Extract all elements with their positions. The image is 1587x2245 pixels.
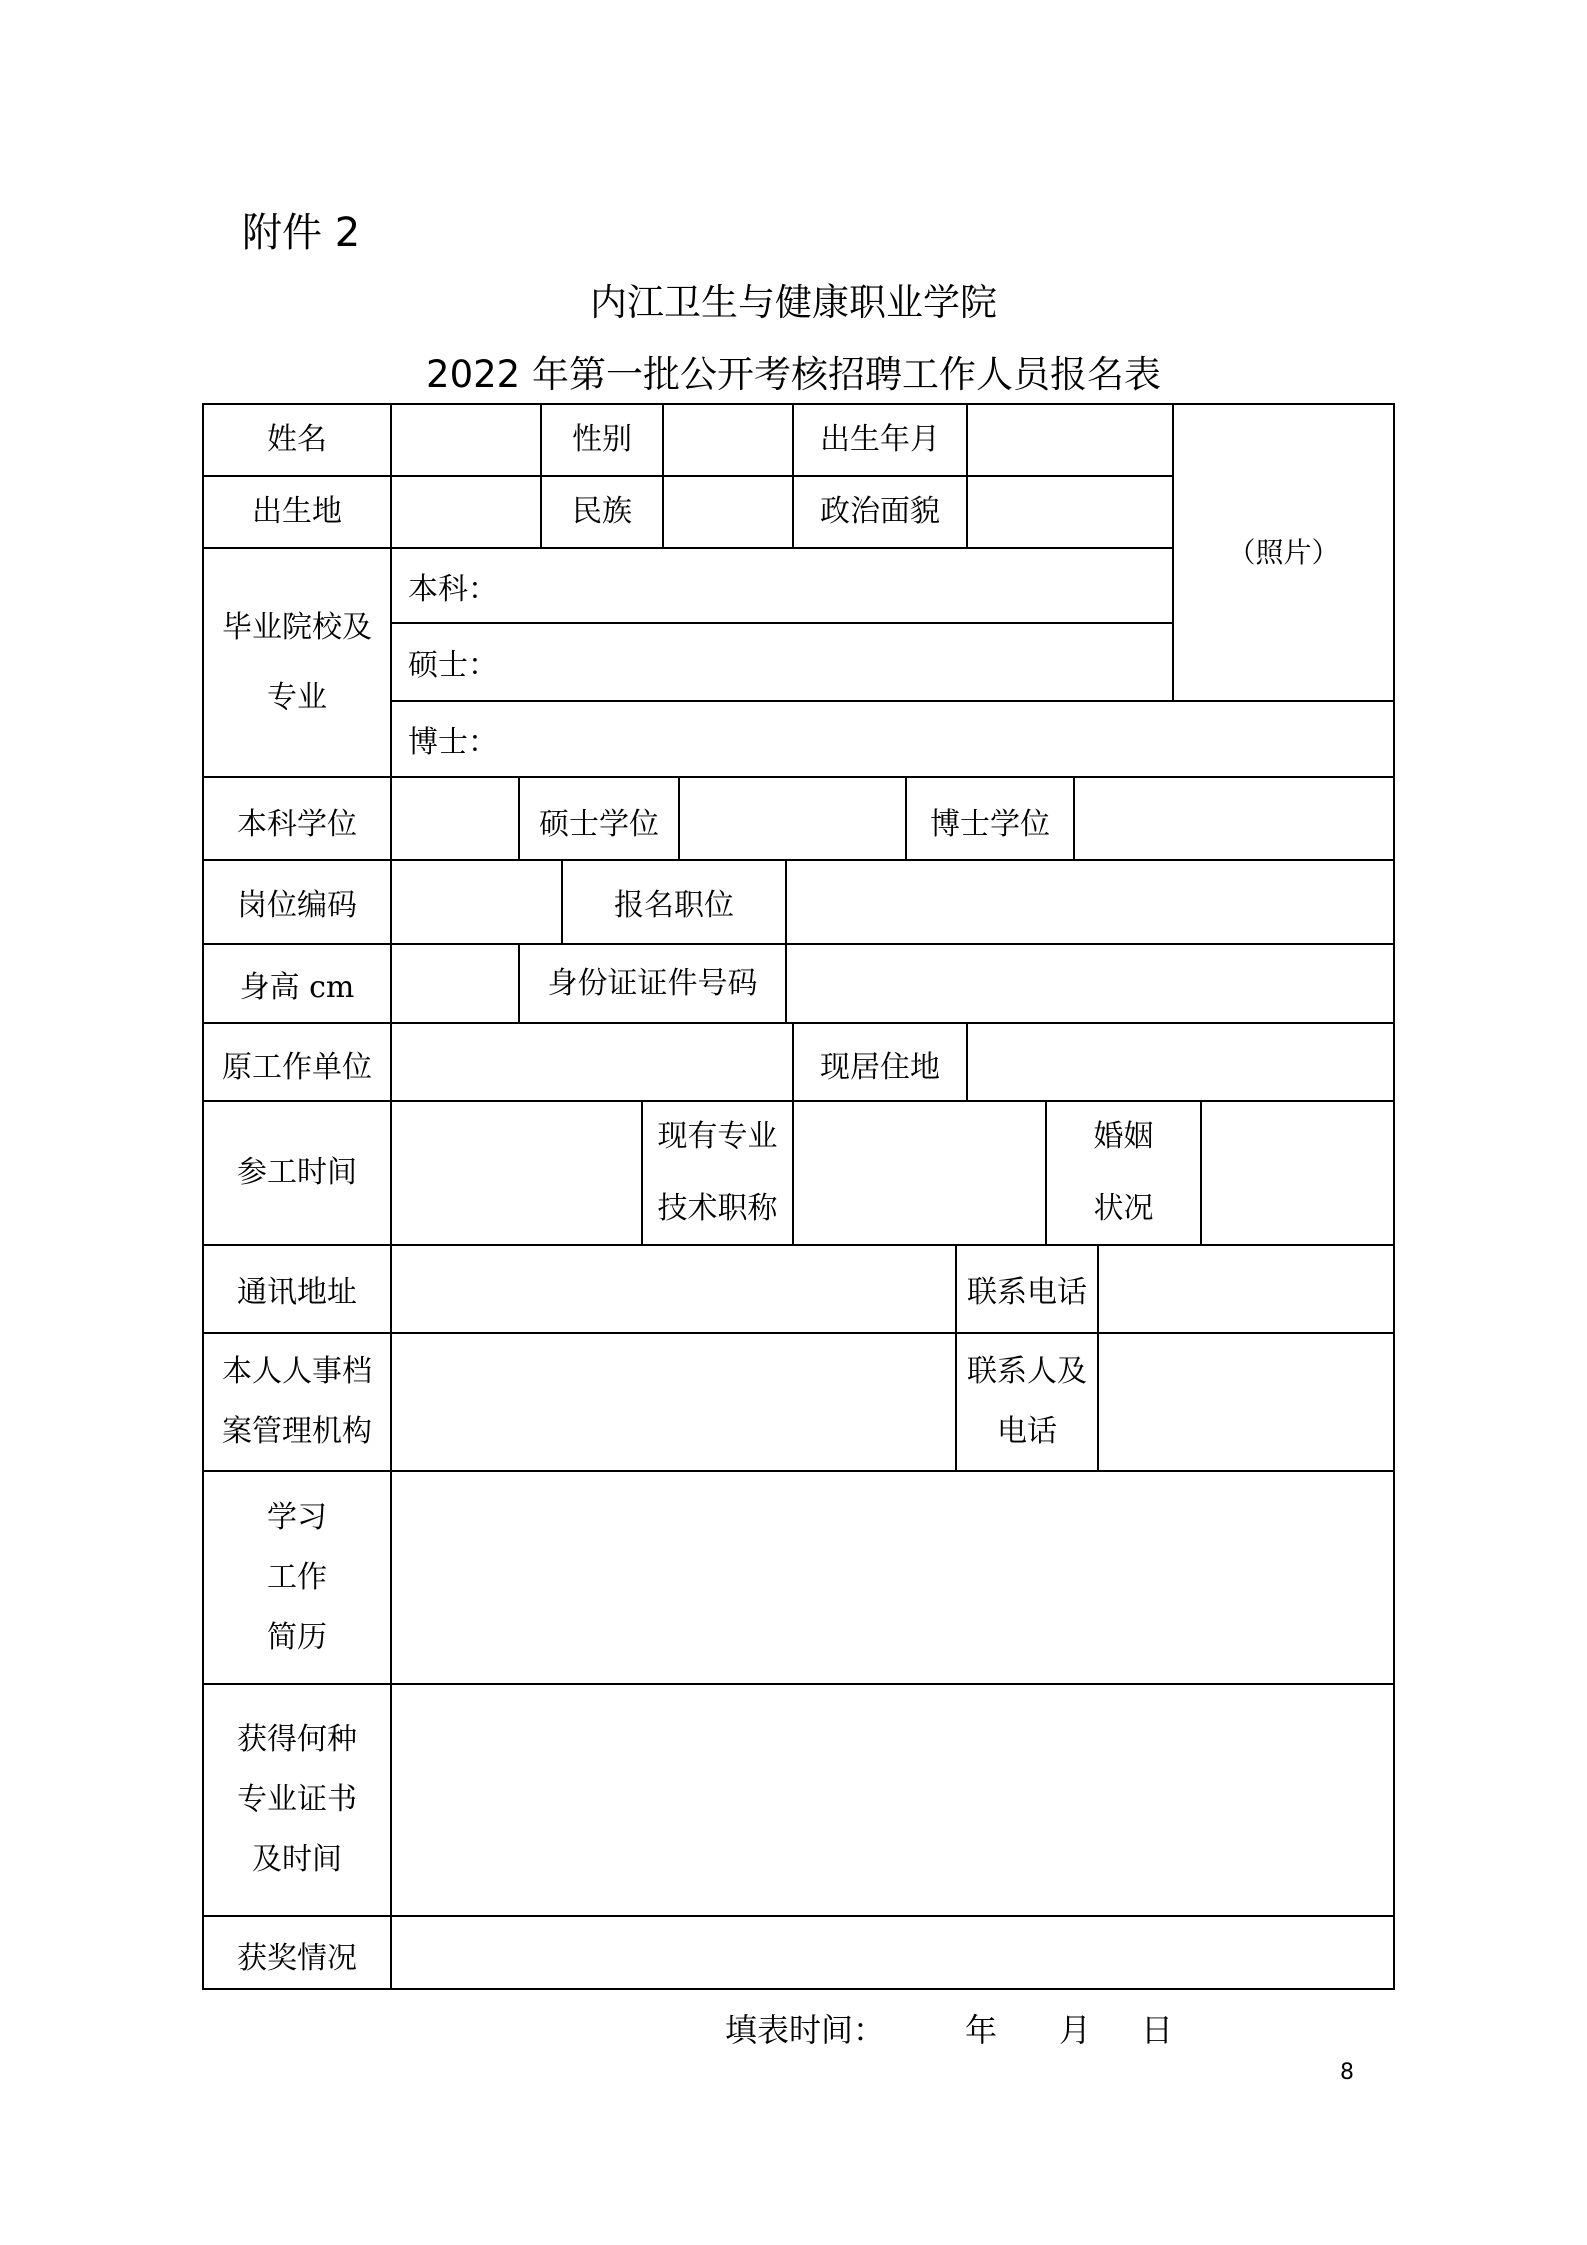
bachelor-field[interactable] bbox=[500, 549, 1172, 622]
bachelor-degree-field[interactable] bbox=[392, 778, 518, 859]
gender-field[interactable] bbox=[664, 405, 792, 475]
label-post-code: 岗位编码 bbox=[237, 888, 357, 923]
label-doctor: 博士： bbox=[408, 725, 498, 760]
label-graduate-school: 毕业院校及 专业 bbox=[222, 609, 372, 715]
label-master-degree: 硕士学位 bbox=[539, 806, 659, 842]
name-field[interactable] bbox=[392, 405, 540, 475]
work-start-field[interactable] bbox=[392, 1102, 641, 1244]
resume-field[interactable] bbox=[392, 1472, 1393, 1683]
form-title-institution: 内江卫生与健康职业学院 bbox=[590, 281, 997, 324]
label-phone: 联系电话 bbox=[967, 1275, 1087, 1310]
current-address-field[interactable] bbox=[968, 1024, 1393, 1100]
label-contact-person: 联系人及 电话 bbox=[967, 1354, 1087, 1449]
form-title: 2022 年第一批公开考核招聘工作人员报名表 bbox=[426, 353, 1161, 396]
label-work-start: 参工时间 bbox=[237, 1155, 357, 1190]
master-field[interactable] bbox=[500, 624, 1172, 700]
label-former-employer: 原工作单位 bbox=[222, 1050, 372, 1085]
page-number: 8 bbox=[1340, 2060, 1354, 2085]
height-field[interactable] bbox=[392, 945, 518, 1022]
label-mailing-address: 通讯地址 bbox=[237, 1275, 357, 1310]
applied-position-field[interactable] bbox=[787, 861, 1393, 943]
label-gender: 性别 bbox=[572, 422, 632, 457]
day-label: 日 bbox=[1141, 2011, 1174, 2049]
former-employer-field[interactable] bbox=[392, 1024, 792, 1100]
label-resume: 学习 工作 简历 bbox=[267, 1499, 327, 1655]
birthplace-field[interactable] bbox=[392, 477, 540, 547]
table-border-bottom bbox=[202, 1988, 1395, 1990]
label-id-number: 身份证证件号码 bbox=[547, 965, 758, 1001]
awards-field[interactable] bbox=[392, 1917, 1393, 1988]
certificates-field[interactable] bbox=[392, 1685, 1393, 1915]
label-archive-agency: 本人人事档 案管理机构 bbox=[222, 1354, 372, 1449]
label-political-status: 政治面貌 bbox=[820, 494, 940, 529]
label-height: 身高 cm bbox=[239, 969, 355, 1005]
month-label: 月 bbox=[1059, 2011, 1092, 2049]
table-border-right bbox=[1393, 403, 1395, 1990]
label-applied-position: 报名职位 bbox=[614, 888, 734, 923]
year-label: 年 bbox=[965, 2011, 998, 2049]
label-bachelor: 本科： bbox=[408, 571, 498, 607]
label-marital-status: 婚姻 状况 bbox=[1093, 1119, 1154, 1226]
archive-agency-field[interactable] bbox=[392, 1334, 955, 1470]
birth-date-field[interactable] bbox=[968, 405, 1172, 475]
fill-time-label: 填表时间： bbox=[725, 2011, 886, 2049]
label-bachelor-degree: 本科学位 bbox=[237, 806, 357, 842]
doctor-field[interactable] bbox=[500, 702, 1393, 776]
mailing-address-field[interactable] bbox=[392, 1246, 955, 1332]
label-certificates: 获得何种 专业证书 及时间 bbox=[237, 1722, 357, 1877]
professional-title-field[interactable] bbox=[794, 1102, 1045, 1244]
photo-placeholder: （照片） bbox=[1227, 535, 1340, 569]
label-birth-date: 出生年月 bbox=[820, 422, 940, 457]
label-ethnicity: 民族 bbox=[572, 494, 632, 529]
label-birthplace: 出生地 bbox=[252, 494, 342, 529]
label-current-address: 现居住地 bbox=[820, 1050, 940, 1085]
contact-person-field[interactable] bbox=[1099, 1334, 1393, 1470]
master-degree-field[interactable] bbox=[680, 778, 905, 859]
label-name: 姓名 bbox=[267, 422, 327, 457]
attachment-label: 附件 2 bbox=[242, 210, 361, 256]
phone-field[interactable] bbox=[1099, 1246, 1393, 1332]
political-status-field[interactable] bbox=[968, 477, 1172, 547]
label-master: 硕士： bbox=[408, 648, 498, 683]
id-number-field[interactable] bbox=[787, 945, 1393, 1022]
marital-status-field[interactable] bbox=[1202, 1102, 1393, 1244]
label-doctor-degree: 博士学位 bbox=[930, 806, 1050, 842]
label-professional-title: 现有专业 技术职称 bbox=[657, 1119, 778, 1226]
fill-date-line bbox=[725, 2005, 1173, 2051]
label-awards: 获奖情况 bbox=[237, 1940, 357, 1976]
doctor-degree-field[interactable] bbox=[1075, 778, 1393, 859]
ethnicity-field[interactable] bbox=[664, 477, 792, 547]
post-code-field[interactable] bbox=[392, 861, 561, 943]
